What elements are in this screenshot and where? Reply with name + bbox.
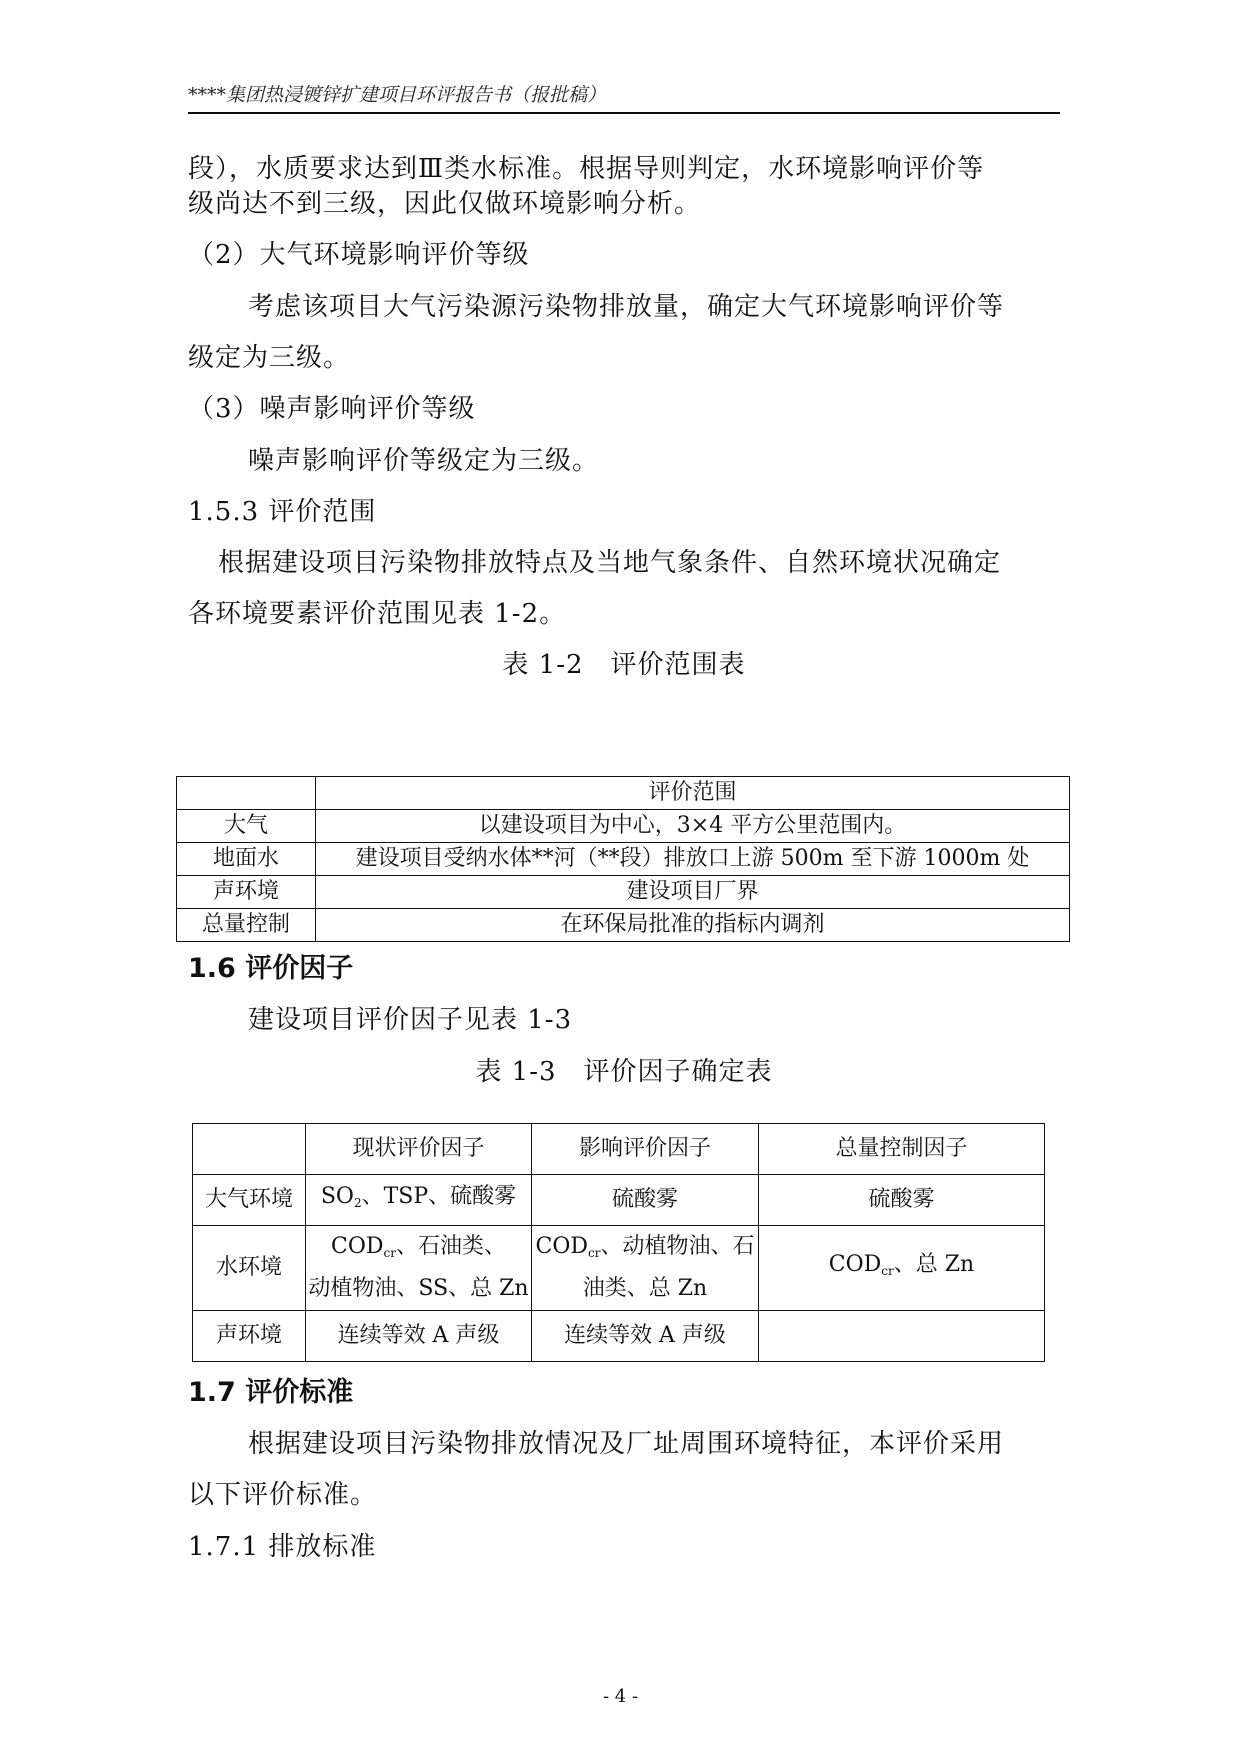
subscript: 2 <box>353 1196 362 1210</box>
paragraph-line: 以下评价标准。 <box>188 1480 378 1510</box>
table-caption-1-3: 表 1-3 评价因子确定表 <box>475 1057 773 1087</box>
cell-text: 、总 Zn <box>893 1252 975 1277</box>
table-cell: 硫酸雾 <box>759 1175 1045 1226</box>
table-cell: 总量控制 <box>177 909 316 942</box>
table-row <box>193 1311 1045 1362</box>
page-number: - 4 - <box>602 1686 639 1707</box>
cell-text: 、动植物油、石 <box>600 1234 755 1259</box>
table-cell <box>193 1124 306 1175</box>
paragraph-line: 根据建设项目污染物排放特点及当地气象条件、自然环境状况确定 <box>218 548 1002 578</box>
section-heading-1-5-3: 1.5.3 评价范围 <box>188 497 377 527</box>
cell-text: 动植物油、SS、总 Zn <box>308 1276 529 1301</box>
table-cell <box>177 777 316 810</box>
section-heading-1-7: 1.7 评价标准 <box>188 1377 354 1408</box>
table-row <box>193 1175 1045 1226</box>
table-cell <box>759 1311 1045 1362</box>
table-cell: 建设项目厂界 <box>316 876 1070 909</box>
cell-text: 油类、总 Zn <box>582 1276 708 1301</box>
running-header: ****集团热浸镀锌扩建项目环评报告书（报批稿） <box>188 84 607 106</box>
table-cell: 大气 <box>177 810 316 843</box>
cell-text: 、石油类、 <box>395 1234 506 1259</box>
section-heading-1-7-1: 1.7.1 排放标准 <box>188 1532 377 1562</box>
header-rule <box>188 112 1060 114</box>
table-cell <box>532 1226 759 1311</box>
table-cell: 声环境 <box>177 876 316 909</box>
subscript: cr <box>881 1264 894 1278</box>
table-row <box>177 810 1070 843</box>
item-heading-2: （2）大气环境影响评价等级 <box>188 240 530 270</box>
cod-text: COD <box>331 1234 384 1259</box>
subscript: cr <box>588 1246 601 1260</box>
table-cell <box>306 1175 532 1226</box>
evaluation-factor-table <box>192 1123 1045 1362</box>
table-cell: 大气环境 <box>193 1175 306 1226</box>
paragraph-line: 噪声影响评价等级定为三级。 <box>248 446 600 476</box>
table-header-row <box>177 777 1070 810</box>
subscript: cr <box>383 1246 396 1260</box>
table-cell: 水环境 <box>193 1226 306 1311</box>
cod-text: COD <box>535 1234 589 1259</box>
table-row <box>177 909 1070 942</box>
table-row <box>177 843 1070 876</box>
paragraph-line: 各环境要素评价范围见表 1-2。 <box>188 599 567 629</box>
paragraph-line: 建设项目评价因子见表 1-3 <box>248 1005 573 1035</box>
table-cell: 在环保局批准的指标内调剂 <box>316 909 1070 942</box>
table-cell: 连续等效 A 声级 <box>532 1311 759 1362</box>
table-cell: 连续等效 A 声级 <box>306 1311 532 1362</box>
cod-text: COD <box>828 1252 882 1277</box>
table-cell: 硫酸雾 <box>532 1175 759 1226</box>
table-cell <box>306 1226 532 1311</box>
table-cell: 地面水 <box>177 843 316 876</box>
section-heading-1-6: 1.6 评价因子 <box>188 953 354 984</box>
paragraph-line: 考虑该项目大气污染源污染物排放量，确定大气环境影响评价等 <box>248 292 1005 322</box>
item-heading-3: （3）噪声影响评价等级 <box>188 394 476 424</box>
evaluation-range-table <box>176 776 1070 942</box>
table-cell: 评价范围 <box>316 777 1070 810</box>
table-cell: 建设项目受纳水体**河（**段）排放口上游 500m 至下游 1000m 处 <box>316 843 1070 876</box>
table-cell: 以建设项目为中心，3×4 平方公里范围内。 <box>316 810 1070 843</box>
paragraph-line: 根据建设项目污染物排放情况及厂址周围环境特征，本评价采用 <box>248 1429 1005 1459</box>
table-row <box>193 1226 1045 1311</box>
paragraph-line: 段），水质要求达到Ⅲ类水标准。根据导则判定，水环境影响评价等 <box>188 154 985 184</box>
cell-text: 、TSP、硫酸雾 <box>361 1184 517 1209</box>
table-cell <box>759 1226 1045 1311</box>
table-cell: 现状评价因子 <box>306 1124 532 1175</box>
table-cell: 影响评价因子 <box>532 1124 759 1175</box>
table-row <box>177 876 1070 909</box>
paragraph-line: 级尚达不到三级，因此仅做环境影响分析。 <box>188 189 702 219</box>
paragraph-line: 级定为三级。 <box>188 343 351 373</box>
table-cell: 声环境 <box>193 1311 306 1362</box>
so2-text: SO <box>320 1184 354 1209</box>
table-cell: 总量控制因子 <box>759 1124 1045 1175</box>
table-header-row <box>193 1124 1045 1175</box>
table-caption-1-2: 表 1-2 评价范围表 <box>502 650 746 680</box>
